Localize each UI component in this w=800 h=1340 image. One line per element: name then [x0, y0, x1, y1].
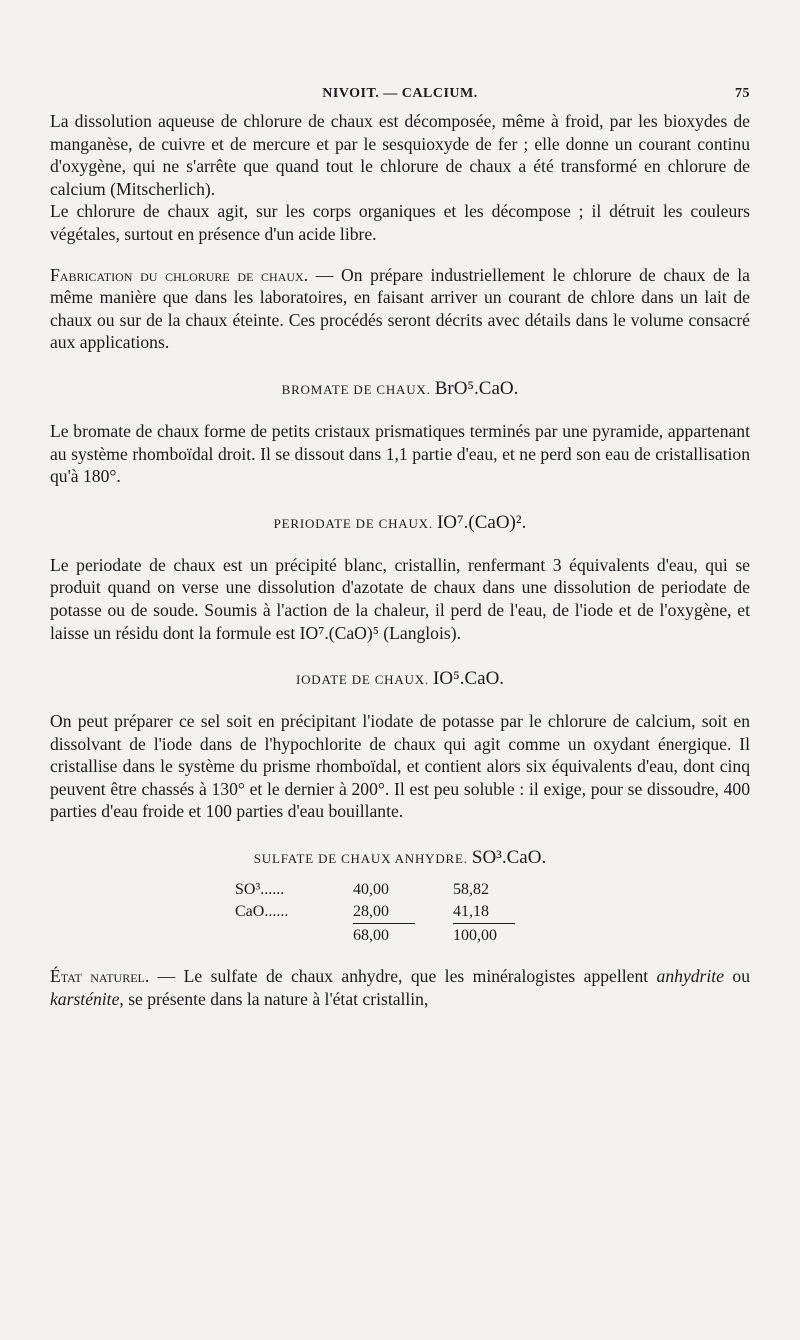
- composition-total-row: [235, 923, 565, 947]
- total-mass: 68,00: [353, 923, 415, 947]
- fabrication-text: — On prépare industriellement le chlorure de chaux de la même manière que dans les laboratoires, en faisant arriver un courant de chlore dans un lait de chaux ou sur de la chaux éteinte. Ces procédés seront décrits avec détails dans le volume consacré aux applications.: [50, 264, 750, 353]
- component-mass: 28,00: [353, 903, 389, 921]
- term-anhydrite: anhydrite: [656, 966, 724, 987]
- paragraph-organic-bodies: Le chlorure de chaux agit, sur les corps organiques et les décompose ; il détruit les couleurs végétales, surtout en présence d'un acide libre.: [50, 201, 750, 244]
- natural-state-text-a: — Le sulfate de chaux anhydre, que les minéralogistes appellent: [149, 966, 657, 987]
- paragraph-dissolution: La dissolution aqueuse de chlorure de chaux est décomposée, même à froid, par les bioxydes de manganèse, de cuivre et de mercure et par le sesquioxyde de fer ; elle donne un courant continu d'oxygène, qui ne s'arrête que quand tout le chlorure de chaux a été transformé en chlorure de calcium (Mitscherlich).: [50, 111, 750, 199]
- total-percent: 100,00: [453, 923, 515, 947]
- running-header: [50, 86, 750, 110]
- component-name: CaO......: [235, 903, 289, 921]
- composition-table: [235, 879, 565, 947]
- heading-sulfate: [50, 845, 750, 871]
- heading-periodate: [50, 510, 750, 536]
- component-percent: 58,82: [453, 881, 489, 899]
- paragraph-fabrication: [50, 264, 750, 354]
- page: [50, 86, 750, 1010]
- component-percent: 41,18: [453, 903, 489, 921]
- heading-bromate: [50, 376, 750, 402]
- natural-state-ou: ou: [723, 966, 750, 987]
- fabrication-lead: Fabrication du chlorure de chaux.: [50, 264, 309, 285]
- sulfate-formula: SO³.CaO.: [471, 847, 547, 869]
- page-number: 75: [735, 86, 750, 101]
- bromate-label: BROMATE DE CHAUX.: [281, 381, 431, 397]
- component-mass: 40,00: [353, 881, 389, 899]
- natural-state-lead: État naturel.: [50, 966, 150, 987]
- periodate-formula: IO⁷.(CaO)².: [436, 511, 527, 533]
- paragraph-natural-state: [50, 965, 750, 1010]
- bromate-formula: BrO⁵.CaO.: [434, 377, 519, 399]
- header-title: NIVOIT. — CALCIUM.: [322, 86, 478, 101]
- sulfate-label: SULFATE DE CHAUX ANHYDRE.: [253, 851, 468, 867]
- composition-row: [235, 901, 565, 923]
- composition-row: [235, 879, 565, 901]
- paragraph-iodate: On peut préparer ce sel soit en précipitant l'iodate de potasse par le chlorure de calcium, soit en dissolvant de l'iode dans de l'hypochlorite de chaux qui agit comme un oxydant énergique. Il cristallise dans le système du prisme rhomboïdal, et contient alors six équivalents d'eau, dont cinq peuvent être chassés à 130° et le dernier à 200°. Il est peu soluble : il exige, pour se dissoudre, 400 parties d'eau froide et 100 parties d'eau bouillante.: [50, 711, 750, 822]
- term-karstenite: karsténite: [50, 988, 120, 1009]
- component-name: SO³......: [235, 881, 285, 899]
- natural-state-text-b: , se présente dans la nature à l'état cristallin,: [119, 988, 429, 1009]
- paragraph-periodate: Le periodate de chaux est un précipité blanc, cristallin, renfermant 3 équivalents d'eau, qui se produit quand on verse une dissolution d'azotate de chaux dans une dissolution de periodate de potasse ou de soude. Soumis à l'action de la chaleur, il perd de l'eau, de l'iode et de l'oxygène, et laisse un résidu dont la formule est IO⁷.(CaO)⁵ (Langlois).: [50, 554, 750, 643]
- periodate-label: PERIODATE DE CHAUX.: [273, 515, 433, 531]
- paragraph-bromate: Le bromate de chaux forme de petits cristaux prismatiques terminés par une pyramide, appartenant au système rhomboïdal droit. Il se dissout dans 1,1 partie d'eau, et ne perd son eau de cristallisation qu'à 180°.: [50, 420, 750, 487]
- heading-iodate: [50, 666, 750, 692]
- iodate-formula: IO⁵.CaO.: [433, 668, 505, 690]
- iodate-label: IODATE DE CHAUX.: [295, 672, 429, 688]
